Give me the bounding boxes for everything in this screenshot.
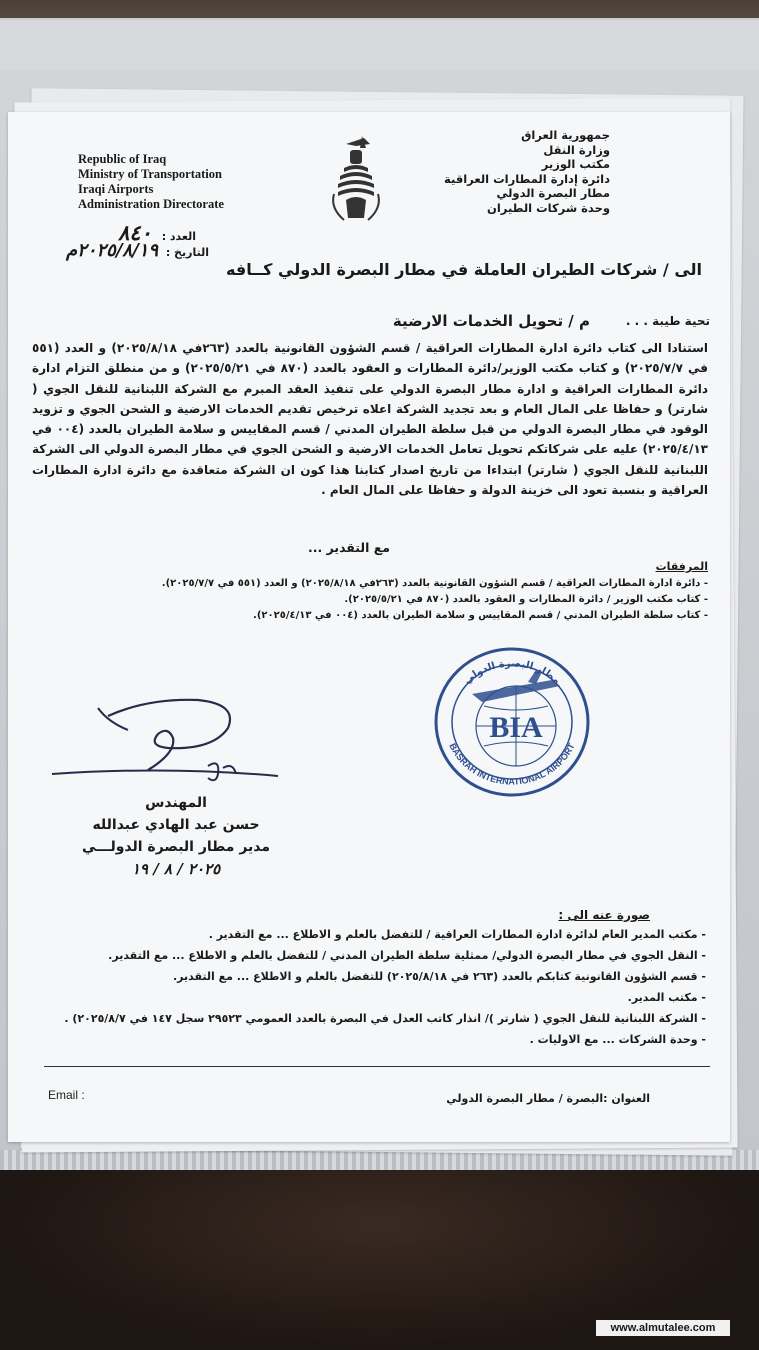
- letterhead-line: Iraqi Airports: [78, 182, 154, 196]
- letterhead-line: Administration Directorate: [78, 197, 224, 211]
- copy-recipient: - مكتب المدير العام لدائرة ادارة المطارات العراقية / للتفضل بالعلم و الاطلاع ... مع التقدير .: [208, 928, 706, 941]
- date-value: ٢٠٢٥/٨/١٩م: [66, 240, 158, 261]
- letterhead-line: وحدة شركات الطيران: [487, 200, 610, 215]
- signatory-title: المهندس: [145, 795, 207, 811]
- signatory-block: [56, 792, 296, 880]
- attachment-item: - كتاب سلطة الطيران المدني / قسم المقاييس و سلامة الطيران بالعدد (٠٠٤ في ٢٠٢٥/٤/١٣).: [253, 610, 708, 621]
- attachment-item: - دائرة ادارة المطارات العراقية / قسم الشؤون القانونية بالعدد (٢٦٣في ٢٠٢٥/٨/١٨) و العدد (٥٥١ في ٢٠٢٥/٧/٧).: [161, 578, 708, 589]
- letterhead-line: دائرة إدارة المطارات العراقية: [444, 171, 610, 186]
- signatory-name: حسن عبد الهادي عبدالله: [92, 817, 260, 833]
- subject-line: م / تحويل الخدمات الارضية: [392, 312, 590, 330]
- letterhead-line: جمهورية العراق: [521, 128, 610, 142]
- address-line: العنوان :البصرة / مطار البصرة الدولي: [446, 1092, 650, 1105]
- ministry-logo-icon: [326, 134, 386, 224]
- copy-recipient: - الشركة اللبنانية للنقل الجوي ( شارتر )/ انذار كاتب العدل في البصرة بالعدد العمومي ٢٩٥٢٣ سجل ١٤٧ في ٢٠٢٥/٨/٧) .: [64, 1012, 706, 1025]
- date-label: التاريخ :: [165, 246, 209, 259]
- copy-recipient: - مكتب المدير.: [627, 991, 706, 1004]
- letter-body: [32, 338, 708, 500]
- site-watermark: www.almutalee.com: [596, 1320, 730, 1336]
- body-paragraph: استنادا الى كتاب دائرة ادارة المطارات العراقية / قسم الشؤون القانونية بالعدد (٢٦٣في ٢٠٢٥/٨/١٨) و العدد (٥٥١ في ٢٠٢٥/٧/٧) و كتاب مكتب الوزير/دائرة المطارات و العقود بالعدد (٨٧٠ في ٢٠٢٥/٥/٢١) و من منطلق التزام ادارة دائرة المطارات العراقية و ادارة مطار البصرة الدولي على تنفيذ العقد المبرم مع الشركة اللبنانية للنقل الجوي ( شارتر) و حفاظا على المال العام و بعد تجديد الشركة اعلاه ترخيص تقديم الخدمات الارضية و الشحن الجوي و تزويد الوقود في مطار البصرة الدولي من قبل سلطة الطيران المدني / قسم المقاييس و سلامة الطيران بالعدد (٠٠٤ في ٢٠٢٥/٤/١٣) عليه على شركاتكم تحويل تعامل الخدمات الارضية و الشحن الجوي في مطار البصرة الدولي الى الشركة اللبنانية للنقل الجوي ( شارتر) ابتداءا من تاريخ اصدار كتابنا هذا كون ان الشركة متعاقدة مع دائرة ادارة المطارات العراقية و بنسبة تعود الى خزينة الدولة و حفاظا على المال العام .: [32, 341, 709, 498]
- letterhead-line: Ministry of Transportation: [78, 167, 222, 181]
- seal-text-arabic: مطار البصرة الدولي: [461, 658, 563, 687]
- letterhead-line: مكتب الوزير: [541, 157, 610, 171]
- english-letterhead: [78, 152, 248, 212]
- arabic-letterhead: [420, 128, 610, 215]
- airport-seal-icon: [432, 644, 592, 799]
- footer-divider: [44, 1066, 710, 1067]
- attachments-list: [48, 576, 708, 624]
- addressee-line: الى / شركات الطيران العاملة في مطار البصرة الدولي كــافه: [226, 260, 702, 279]
- number-value: ٨٤٠: [118, 220, 152, 245]
- copies-list: [26, 924, 706, 1050]
- attachments-title: المرفقات: [655, 560, 708, 573]
- seal-text-english: BASRAH INTERNATIONAL AIRPORT: [447, 741, 577, 787]
- closing-regards: مع التقدير ...: [308, 540, 390, 555]
- greeting: تحية طيبة . . .: [625, 314, 710, 328]
- handwritten-signature: [48, 678, 288, 788]
- letterhead-line: وزارة النقل: [543, 142, 610, 157]
- seal-initials: BIA: [489, 711, 543, 744]
- letterhead-line: Republic of Iraq: [78, 152, 167, 166]
- signatory-date: ٢٠٢٥ / ٨ / ١٩: [131, 860, 221, 878]
- letter-date: [66, 240, 209, 261]
- letterhead-line: مطار البصرة الدولي: [496, 186, 610, 200]
- copies-title: صورة عنه الى :: [558, 908, 650, 922]
- signatory-position: مدير مطار البصرة الدولـــي: [81, 839, 271, 855]
- attachment-item: - كتاب مكتب الوزير / دائرة المطارات و العقود بالعدد (٨٧٠ في ٢٠٢٥/٥/٢١).: [344, 594, 708, 605]
- official-letter: [8, 112, 730, 1142]
- number-label: العدد :: [161, 230, 197, 243]
- copy-recipient: - النقل الجوي في مطار البصرة الدولي/ ممثلية سلطة الطيران المدني / للتفضل بالعلم و الاطلاع ... مع التقدير.: [108, 949, 706, 962]
- copy-recipient: - قسم الشؤون القانونية كتابكم بالعدد (٢٦٣ في ٢٠٢٥/٨/١٨) للتفضل بالعلم و الاطلاع ... مع التقدير.: [173, 970, 706, 983]
- email-label: Email :: [48, 1088, 85, 1102]
- copy-recipient: - وحدة الشركات ... مع الاوليات .: [529, 1033, 706, 1046]
